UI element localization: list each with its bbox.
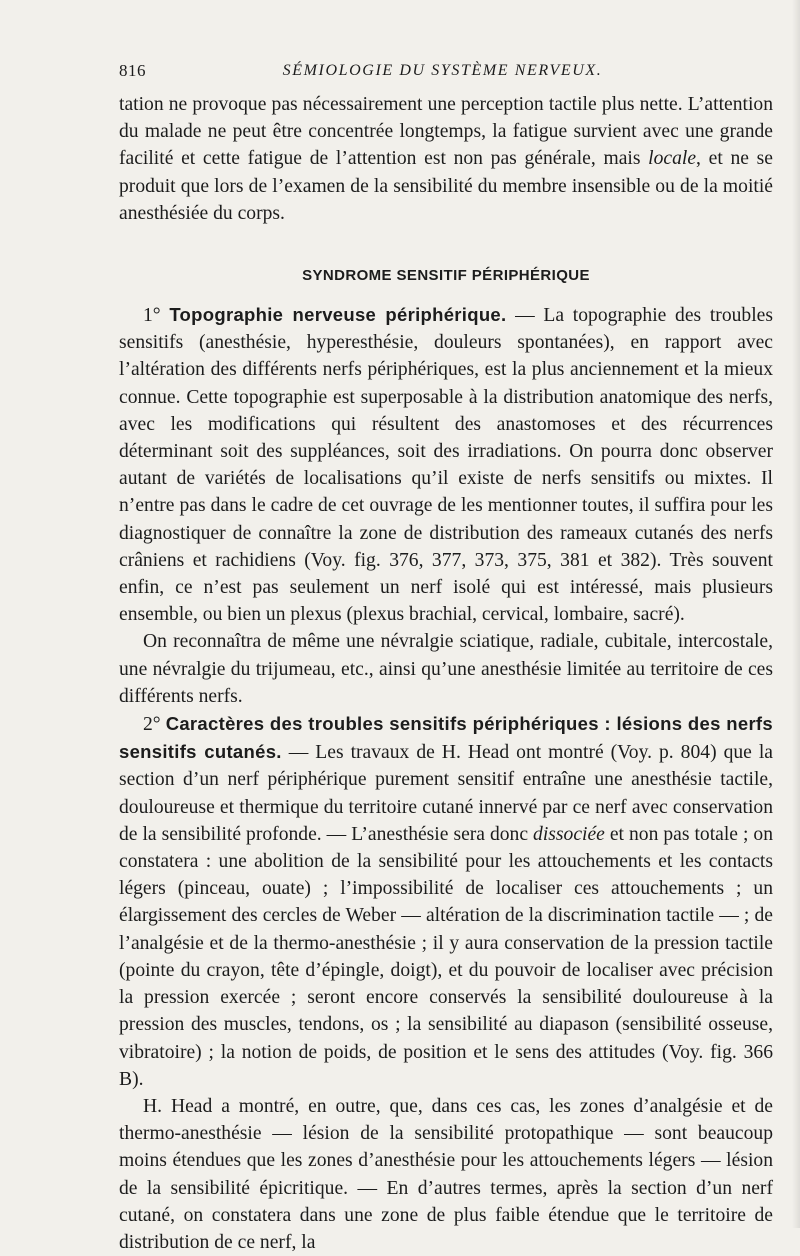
intro-italic-term: locale	[648, 148, 697, 170]
characters-italic-term: dissociée	[533, 823, 605, 845]
characters-text-before: — Les travaux de H. Head ont montré (Voy. p. 804) que la section d’un nerf périphérique purement sensitif entraîne une anesthésie tactile, douloureuse et thermique du territoire cutané innervé par ce nerf avec conservation de la sensibilité profonde. — L’anesthésie sera donc	[119, 742, 773, 845]
topography-paragraph	[119, 301, 773, 628]
page-header	[119, 58, 766, 84]
intro-text-before: tation ne provoque pas nécessairement une perception tactile plus nette. L’attention du malade ne peut être concentrée longtemps, la fatigue survient avec une grande facilité et cette fatigue de l’attention est non pas générale, mais	[119, 94, 773, 170]
topography-heading: Topographie nerveuse périphérique.	[169, 304, 507, 326]
neuralgia-paragraph: On reconnaîtra de même une névralgie sciatique, radiale, cubitale, intercostale, une névralgie du trijumeau, etc., ainsi qu’une anesthésie limitée au territoire de ces différents nerfs.	[119, 631, 773, 707]
characters-paragraph	[119, 710, 773, 1093]
characters-text-after: et non pas totale ; on constatera : une abolition de la sensibilité pour les attouchements et les contacts légers (pinceau, ouate) ; l’impossibilité de localiser ces attouchements ; un élargissement des cercles de Weber — altération de la discrimination tactile — ; de l’analgésie et de la thermo-anesthésie ; il y aura conservation de la pression tactile (pointe du crayon, tête d’épingle, doigt), et du pouvoir de localiser avec précision la pression exercée ; seront encore conservés la sensibilité douloureuse à la pression des muscles, tendons, os ; la sensibilité au diapason (sensibilité osseuse, vibratoire) ; la notion de poids, de position et le sens des attitudes (Voy. fig. 366 B).	[119, 823, 773, 1090]
running-title: SÉMIOLOGIE DU SYSTÈME NERVEUX.	[282, 62, 603, 79]
page-number: 816	[119, 61, 146, 80]
body-text	[119, 91, 773, 1256]
head-paragraph: H. Head a montré, en outre, que, dans ces cas, les zones d’analgésie et de thermo-anesthésie — lésion de la sensibilité protopathique — sont beaucoup moins étendues que les zones d’anesthésie pour les attouchements légers — lésion de la sensibilité épicritique. — En d’autres termes, après la section d’un nerf cutané, on constatera dans une zone de plus faible étendue que le territoire de distribution de ce nerf, la	[119, 1095, 773, 1253]
characters-heading: Caractères des troubles sensitifs périphériques : lésions des nerfs sensitifs cutanés.	[119, 713, 773, 763]
scan-edge-shadow	[792, 0, 800, 1228]
topography-number: 1°	[143, 305, 161, 327]
intro-text-after: , et ne se produit que lors de l’examen de la sensibilité du membre insensible ou de la moitié anesthésiée du corps.	[119, 148, 773, 224]
intro-paragraph	[119, 91, 773, 227]
topography-text: — La topographie des troubles sensitifs (anesthésie, hyperesthésie, douleurs spontanées), en rapport avec l’altération des différents nerfs périphériques, est la plus anciennement et la mieux connue. Cette topographie est superposable à la distribution anatomique des nerfs, avec les modifications qui résultent des anastomoses et des récurrences déterminant soit des suppléances, soit des irradiations. On pourra donc observer autant de variétés de localisations qu’il existe de nerfs sensitifs ou mixtes. Il n’entre pas dans le cadre de cet ouvrage de les mentionner toutes, il suffira pour les diagnostiquer de connaître la zone de distribution des rameaux cutanés des nerfs crâniens et rachidiens (Voy. fig. 376, 377, 373, 375, 381 et 382). Très souvent enfin, ce n’est pas seulement un nerf isolé qui est intéressé, mais plusieurs ensemble, ou bien un plexus (plexus brachial, cervical, lombaire, sacré).	[119, 305, 773, 626]
characters-number: 2°	[143, 714, 161, 736]
section-heading: SYNDROME SENSITIF PÉRIPHÉRIQUE	[302, 267, 590, 285]
